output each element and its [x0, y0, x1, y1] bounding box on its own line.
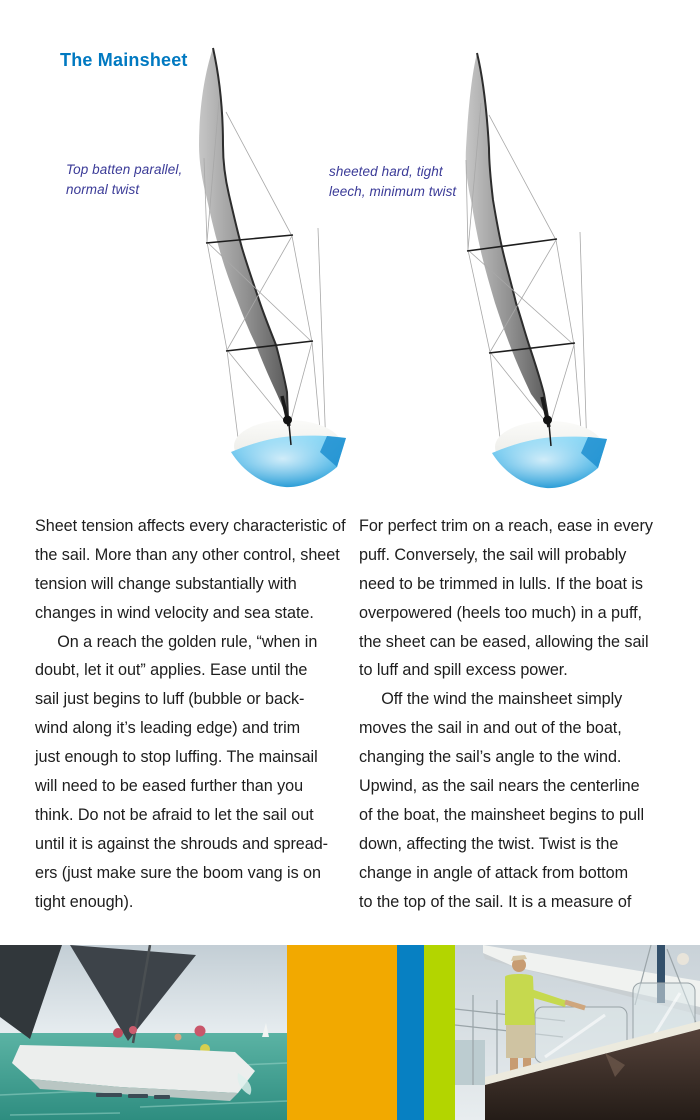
- sailboat-minimum-twist: [466, 53, 607, 488]
- body-column-left: Sheet tension affects every characteristic of the sail. More than any other control, sheet tension will change substantially with changes in wind velocity and sea state. On a reach the golden rule, “when in doubt, let it out” applies. Ease until the sail just begins to luff (bubble or back- wind along it’s leading edge) and trim just enough to stop luffing. The mainsail will need to be eased further than you think. Do not be afraid to let the sail out until it is against the shrouds and spread- ers (just make sure the boom vang is on tight enough).: [35, 517, 346, 911]
- mainsheet-twist-diagram: [0, 0, 700, 500]
- green-bar: [424, 945, 455, 1120]
- body-column-right: For perfect trim on a reach, ease in every puff. Conversely, the sail will probably need to be trimmed in lulls. If the boat is overpowered (heels too much) in a puff, the sheet can be eased, allowing the sail to luff and spill excess power. Off the wind the mainsheet simply moves the sail in and out of the boat, changing the sail’s angle to the wind. Upwind, as the sail nears the centerline of the boat, the mainsheet begins to pull down, affecting the twist. Twist is the change in angle of attack from bottom to the top of the sail. It is a measure of: [359, 517, 653, 911]
- sailor-on-deck-photo: [455, 945, 700, 1120]
- mainsheet-block: [283, 416, 292, 425]
- blue-bar: [397, 945, 424, 1120]
- mainsail-normal-twist: [199, 48, 288, 419]
- hull: [231, 420, 346, 487]
- racing-sailboat-photo: [0, 945, 287, 1120]
- caption-normal-twist: Top batten parallel, normal twist: [66, 162, 183, 197]
- orange-bar: [287, 945, 397, 1120]
- photo-strip: [0, 945, 700, 1120]
- sailboat-normal-twist: [199, 48, 346, 487]
- caption-minimum-twist: sheeted hard, tight leech, minimum twist: [329, 164, 457, 199]
- mainsheet-block: [543, 416, 552, 425]
- page-title: The Mainsheet: [60, 50, 188, 70]
